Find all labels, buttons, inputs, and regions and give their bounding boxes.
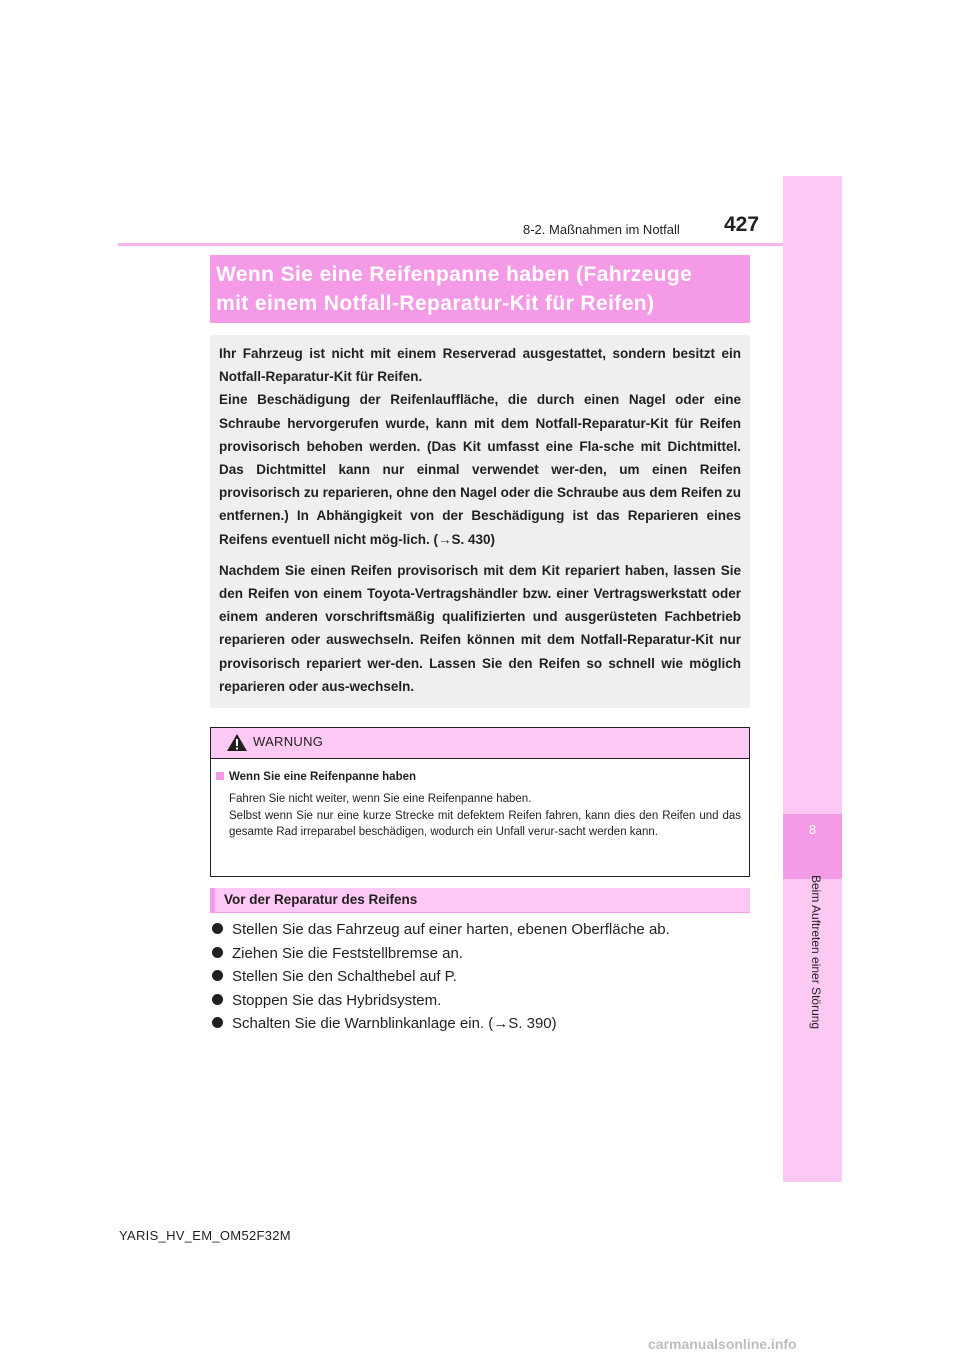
intro-paragraph-1: Ihr Fahrzeug ist nicht mit einem Reserverad ausgestattet, sondern besitzt ein Notfall-Reparatur-Kit für Reifen.	[219, 346, 741, 385]
warning-subheading	[216, 771, 416, 783]
main-title	[216, 260, 748, 318]
bullet-icon	[212, 1017, 223, 1028]
list-item	[212, 989, 752, 1013]
bullet-icon	[212, 923, 223, 934]
main-title-line-2: mit einem Notfall-Reparatur-Kit für Reifen)	[216, 292, 655, 315]
intro-paragraph-2: Eine Beschädigung der Reifenlauffläche, die durch einen Nagel oder eine Schraube hervorgerufen wurde, kann mit dem Notfall-Reparatur-Kit für Reifen provisorisch behoben werden. (Das Kit umfasst eine Fla-sche mit Dichtmittel. Das Dichtmittel kann nur einmal verwendet wer-den, um einen Reifen provisorisch zu reparieren, ohne den Nagel oder die Schraube aus dem Reifen zu entfernen.) In Abhängigkeit von der Beschädigung ist das Reparieren eines Reifens eventuell nicht mög-lich. (→S. 430)	[219, 392, 741, 547]
bullet-icon	[212, 970, 223, 981]
step-text: Stellen Sie den Schalthebel auf P.	[232, 968, 457, 985]
step-text: Stellen Sie das Fahrzeug auf einer harten, ebenen Oberfläche ab.	[232, 921, 670, 938]
list-item	[212, 965, 752, 989]
warning-line-2: Selbst wenn Sie nur eine kurze Strecke mit defektem Reifen fahren, kann dies den Reifen und das gesamte Rad irreparabel beschädigen, wodurch ein Unfall verur-sacht werden kann.	[229, 809, 741, 839]
watermark: carmanualsonline.info	[648, 1336, 797, 1352]
list-item	[212, 1012, 752, 1036]
header-divider	[118, 243, 783, 246]
list-item	[212, 918, 752, 942]
warning-line-1: Fahren Sie nicht weiter, wenn Sie eine Reifenpanne haben.	[229, 793, 532, 805]
step-text: Schalten Sie die Warnblinkanlage ein. (→S. 390)	[232, 1015, 557, 1032]
intro-text	[219, 342, 741, 698]
main-title-line-1: Wenn Sie eine Reifenpanne haben (Fahrzeuge	[216, 263, 693, 286]
subsection-title: Vor der Reparatur des Reifens	[224, 892, 418, 907]
warning-label: WARNUNG	[253, 734, 324, 749]
page-number: 427	[724, 213, 760, 236]
chapter-number: 8	[808, 822, 817, 837]
step-text: Stoppen Sie das Hybridsystem.	[232, 991, 442, 1009]
warning-triangle-icon	[226, 733, 248, 752]
square-bullet-icon	[216, 772, 224, 780]
document-code: YARIS_HV_EM_OM52F32M	[119, 1228, 291, 1243]
section-reference: 8-2. Maßnahmen im Notfall	[523, 222, 680, 237]
subsection-accent-bar	[210, 888, 215, 913]
intro-paragraph-3: Nachdem Sie einen Reifen provisorisch mit dem Kit repariert haben, lassen Sie den Reifen von einem Toyota-Vertragshändler bzw. einer Vertragswerkstatt oder einem anderen vorschriftsmäßig qualifizierten und ausgerüsteten Fachbetrieb reparieren oder auswechseln. Reifen können mit dem Notfall-Reparatur-Kit nur provisorisch repariert wer-den. Lassen Sie den Reifen so schnell wie möglich reparieren oder aus-wechseln.	[219, 562, 741, 694]
list-item	[212, 942, 752, 966]
warning-subheading-text: Wenn Sie eine Reifenpanne haben	[229, 771, 417, 783]
bullet-icon	[212, 994, 223, 1005]
bullet-icon	[212, 947, 223, 958]
chapter-title: Beim Auftreten einer Störung	[809, 875, 823, 1030]
step-text: Ziehen Sie die Feststellbremse an.	[232, 944, 463, 962]
warning-body	[229, 791, 741, 841]
steps-list	[212, 918, 752, 1036]
